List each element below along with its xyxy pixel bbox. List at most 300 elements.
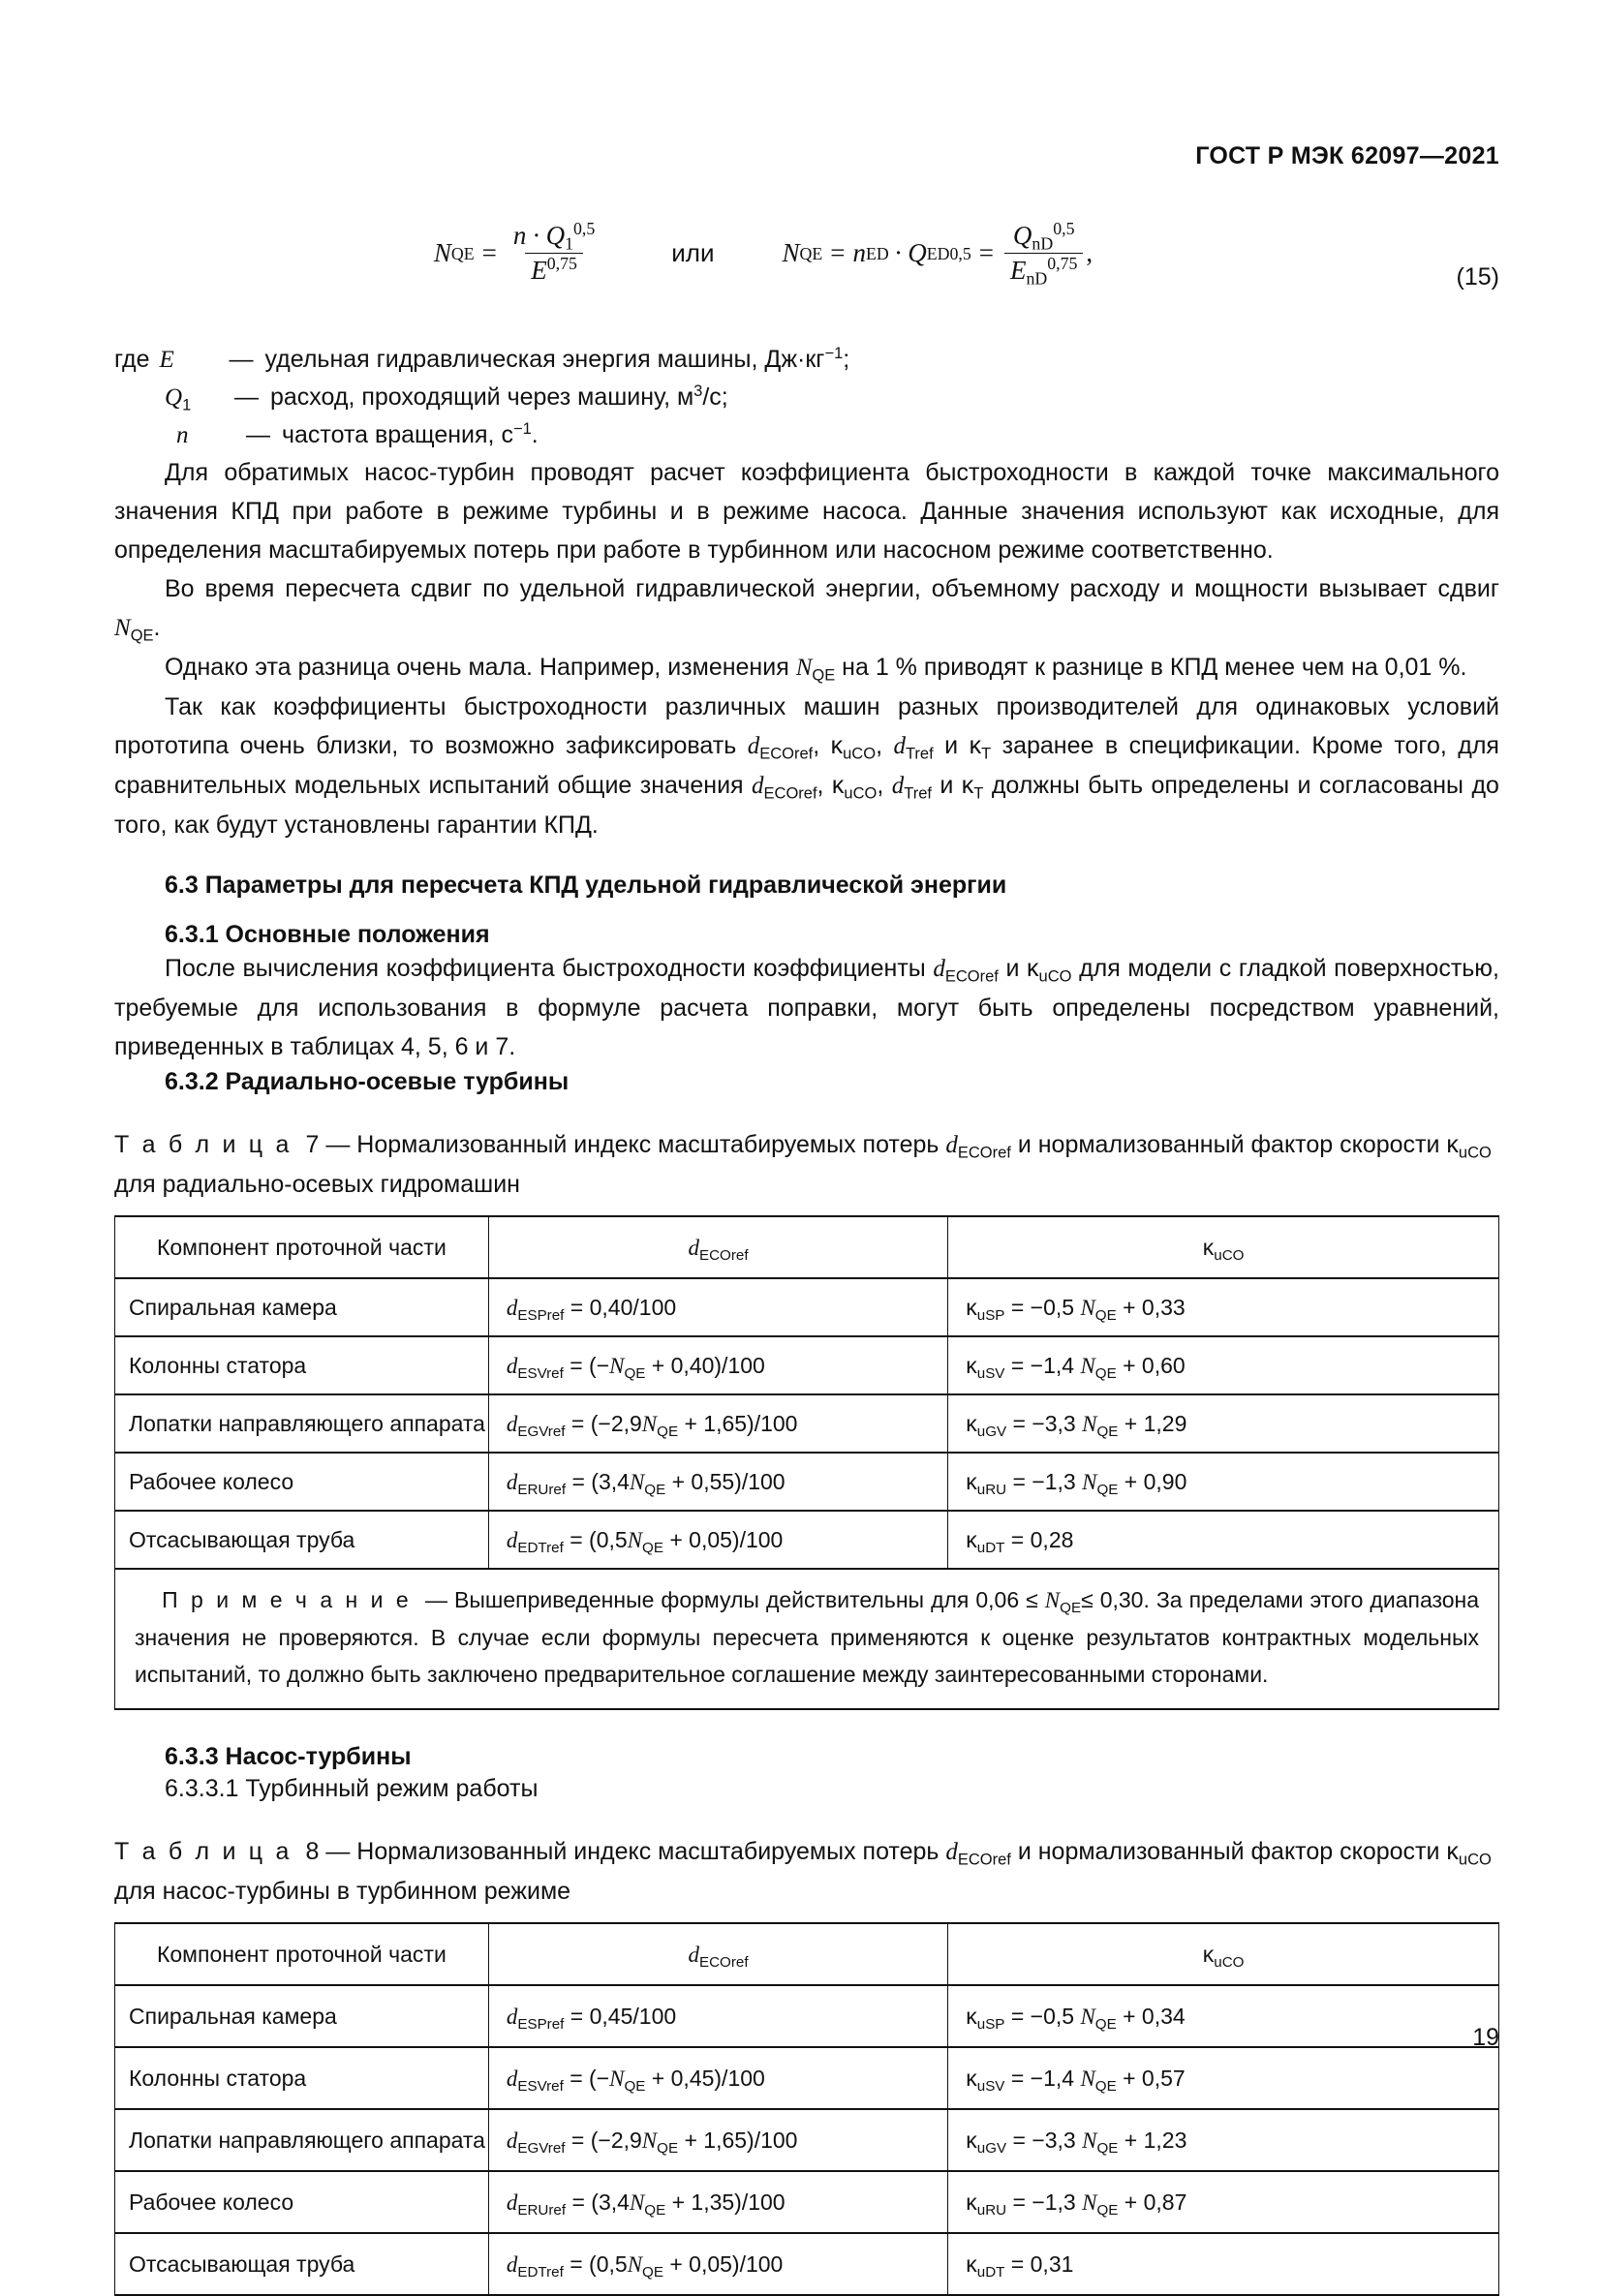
table-8-caption-label: Т а б л и ц а: [114, 1838, 293, 1865]
table-row: [115, 2109, 1499, 2171]
cell-expression-end: + 0,45)/100: [645, 2065, 765, 2091]
cell-symbol: κ: [966, 2065, 977, 2091]
denominator-left-text: E: [531, 256, 547, 285]
symbol-definitions: [114, 341, 1499, 454]
inline-symbol-sub: ECOref: [944, 967, 999, 986]
cell-symbol: d: [506, 2004, 518, 2029]
table-7-caption: [114, 1125, 1499, 1204]
inline-symbol: κ: [969, 732, 982, 759]
table-7-cell-component: Рабочее колесо: [115, 1453, 489, 1511]
inline-symbol: d: [891, 773, 905, 799]
definition-text-before: расход, проходящий через машину, м: [270, 383, 694, 411]
cell-expression: = 0,45/100: [564, 2003, 677, 2029]
section-heading-6-3: 6.3 Параметры для пересчета КПД удельной гидравлической энергии: [165, 872, 1007, 899]
table-7-caption-dash: —: [325, 1131, 351, 1158]
definition-row: [114, 341, 1499, 379]
cell-expression-end: + 0,33: [1116, 1294, 1186, 1320]
table-7-caption-label: Т а б л и ц а: [114, 1131, 293, 1158]
caption-symbol-sub: uCO: [1458, 1144, 1492, 1162]
section-heading-6-3-3: 6.3.3 Насос-турбины: [165, 1743, 412, 1770]
equation-number: (15): [1456, 263, 1499, 291]
cell-variable-sub: QE: [1094, 1364, 1117, 1382]
cell-variable-sub: QE: [624, 2077, 646, 2095]
header-symbol: d: [688, 1235, 699, 1260]
inline-symbol-sub: Tref: [904, 784, 932, 803]
cell-variable: N: [641, 1411, 658, 1436]
cell-symbol: d: [506, 1295, 518, 1320]
cell-variable-sub: QE: [642, 1539, 663, 1556]
paragraph-text-end: должны быть определены и согласованы до того, как будут установлены гарантии КПД.: [114, 772, 1499, 839]
cell-symbol-sub: uSV: [976, 2077, 1005, 2095]
cell-symbol: κ: [966, 2003, 977, 2029]
note-symbol-sub: QE: [1060, 1599, 1082, 1616]
cell-symbol: d: [506, 1527, 518, 1552]
table-7-caption-text: Нормализованный индекс масштабируемых потерь: [356, 1131, 946, 1158]
caption-symbol: d: [945, 1839, 958, 1865]
inline-symbol: d: [893, 733, 906, 759]
document-header: [114, 142, 1499, 170]
inline-symbol-sub: Tref: [905, 745, 934, 763]
cell-symbol: d: [506, 1353, 518, 1378]
cell-expression: = (0,5: [563, 1526, 628, 1552]
definition-text: [282, 416, 539, 454]
cell-variable-sub: QE: [1096, 1423, 1119, 1440]
cell-symbol: κ: [966, 1352, 977, 1378]
paragraph-text: После вычисления коэффициента быстроходности коэффициенты: [165, 955, 934, 982]
table-8-caption-number: 8: [305, 1838, 320, 1865]
definition-symbol-text: Q: [165, 384, 183, 411]
table-8-header-kuco: [948, 1923, 1499, 1985]
cell-variable: N: [609, 2066, 625, 2091]
paragraph-text: Так как коэффициенты быстроходности различных машин разных производителей для одинаковых условий прототипа очень близки, то возможно зафиксировать: [114, 693, 1499, 759]
inline-symbol-sub: QE: [812, 666, 836, 685]
cell-expression: = −0,5: [1004, 1294, 1081, 1320]
cell-variable-sub: QE: [1094, 2077, 1117, 2095]
cell-symbol-sub: uGV: [976, 1423, 1007, 1440]
header-symbol-sub: ECOref: [698, 1953, 749, 1971]
inline-symbol-sub: QE: [130, 627, 154, 645]
paragraph-text: и: [933, 732, 970, 759]
cell-symbol-sub: ESVref: [517, 1364, 564, 1382]
cell-symbol: κ: [966, 1526, 977, 1552]
table-8-cell-component: Спиральная камера: [115, 1985, 489, 2047]
note-label: П р и м е ч а н и е: [162, 1587, 412, 1612]
table-8-cell-component: Лопатки направляющего аппарата: [115, 2109, 489, 2171]
table-8-cell-component: Отсасывающая труба: [115, 2233, 489, 2295]
cell-symbol-sub: uSP: [976, 2015, 1005, 2033]
cell-expression: = (3,4: [566, 1468, 630, 1494]
inline-symbol: κ: [830, 732, 844, 759]
cell-variable: N: [1080, 1295, 1095, 1320]
paragraph-text: и: [931, 772, 962, 799]
table-8-cell-decoref: [488, 2171, 947, 2233]
cell-variable: N: [1080, 2066, 1095, 2091]
table-8-cell-decoref: [488, 2047, 947, 2109]
denominator-right-text: E: [1009, 256, 1027, 285]
paragraph-text-end: .: [153, 614, 161, 641]
cell-symbol: d: [506, 1469, 518, 1494]
table-8-cell-kuco: [948, 2171, 1499, 2233]
cell-expression-end: + 0,05)/100: [662, 2250, 784, 2277]
cell-symbol: d: [506, 2128, 518, 2153]
numerator-left-sup: 0,5: [572, 219, 596, 239]
table-8-cell-kuco: [948, 2233, 1499, 2295]
cell-symbol-sub: ESPref: [517, 2015, 565, 2033]
cell-variable-sub: QE: [657, 1423, 679, 1440]
denominator-left-sup: 0,75: [546, 254, 577, 274]
header-symbol: κ: [1202, 1234, 1215, 1260]
where-lead: где: [114, 346, 150, 373]
standard-title: ГОСТ Р МЭК 62097—2021: [1195, 142, 1499, 169]
inline-symbol: κ: [1027, 955, 1039, 982]
table-8-cell-kuco: [948, 1985, 1499, 2047]
numerator-right-sub: nD: [1032, 233, 1054, 254]
table-7-caption-text: и нормализованный фактор скорости: [1010, 1131, 1447, 1158]
cell-symbol: d: [506, 2251, 518, 2277]
inline-symbol: κ: [831, 772, 845, 799]
definition-symbol-text: E: [159, 347, 174, 373]
cell-symbol-sub: ESPref: [517, 1306, 565, 1324]
table-7-header-kuco: [948, 1216, 1499, 1278]
table-7-cell-kuco: [948, 1278, 1499, 1336]
definition-symbol: [114, 416, 246, 454]
cell-expression: = −0,5: [1004, 2003, 1081, 2029]
inline-symbol: N: [114, 615, 131, 641]
cell-variable: N: [1082, 1411, 1097, 1436]
table-7-cell-decoref: [488, 1511, 947, 1569]
formula-ned-symbol: n: [852, 238, 866, 267]
header-symbol-sub: ECOref: [698, 1246, 749, 1264]
caption-symbol-sub: ECOref: [957, 1851, 1011, 1869]
cell-expression: = −3,3: [1006, 2127, 1083, 2153]
cell-variable: N: [629, 1469, 645, 1494]
definition-symbol: [150, 341, 230, 379]
cell-expression: = (−2,9: [565, 1410, 642, 1436]
table-row: [115, 2047, 1499, 2109]
cell-expression: = −3,3: [1006, 1410, 1083, 1436]
cell-symbol: d: [506, 2066, 518, 2091]
table-7-cell-decoref: [488, 1453, 947, 1511]
table-row: [115, 1336, 1499, 1394]
cell-symbol-sub: uDT: [976, 1539, 1005, 1556]
table-8-header-decoref: [488, 1923, 947, 1985]
table-8-cell-kuco: [948, 2109, 1499, 2171]
cell-symbol-sub: uSP: [976, 1306, 1005, 1324]
cell-variable-sub: QE: [644, 1481, 666, 1498]
cell-variable-sub: QE: [657, 2139, 679, 2157]
cell-symbol-sub: uRU: [976, 2201, 1007, 2219]
main-text-area: [114, 453, 1499, 2296]
table-7-header-decoref: [488, 1216, 947, 1278]
caption-symbol-sub: ECOref: [957, 1144, 1011, 1162]
paragraph-shift: [114, 569, 1499, 648]
table-7-note-row: [115, 1569, 1499, 1709]
cell-variable: N: [627, 1527, 643, 1552]
table-7-cell-decoref: [488, 1336, 947, 1394]
formula-right-fraction: [1004, 219, 1083, 289]
paragraph-text-end: для модели с гладкой поверхностью, требуемые для использования в формуле расчета поправки, могут быть определены посредством уравнений, приведенных в таблицах 4, 5, 6 и 7.: [114, 955, 1500, 1060]
table-7-cell-decoref: [488, 1394, 947, 1453]
cell-variable: N: [1080, 2004, 1095, 2029]
note-symbol: N: [1044, 1588, 1061, 1612]
table-row: [115, 1511, 1499, 1569]
paragraph-text: и: [998, 955, 1028, 982]
cell-symbol: κ: [966, 1294, 977, 1320]
cell-variable-sub: QE: [624, 1364, 646, 1382]
formula-left-numerator: [508, 221, 601, 253]
table-7-cell-kuco: [948, 1394, 1499, 1453]
paragraph-difference: [114, 648, 1499, 688]
section-heading-6-3-2: 6.3.2 Радиально-осевые турбины: [165, 1068, 570, 1095]
table-8-cell-decoref: [488, 2233, 947, 2295]
numerator-right-sup: 0,5: [1053, 219, 1075, 239]
inline-symbol: d: [752, 773, 764, 799]
section-heading-6-3-3-1: 6.3.3.1 Турбинный режим работы: [165, 1775, 539, 1802]
inline-symbol: N: [795, 655, 813, 681]
cell-symbol-sub: ERUref: [517, 2201, 567, 2219]
inline-symbol-sub: uCO: [843, 745, 877, 763]
cell-symbol-sub: uSV: [976, 1364, 1005, 1382]
cell-variable: N: [1082, 2189, 1097, 2215]
paragraph-text-end: на 1 % приводят к разнице в КПД менее чем на 0,01 %.: [835, 654, 1467, 681]
cell-symbol-sub: EGVref: [517, 2139, 566, 2157]
table-8: [114, 1922, 1499, 2296]
note-text-end: ≤ 0,30. За пределами этого диапазона значения не проверяются. В случае если формулы пересчета применяются к оценке результатов контрактных модельных испытаний, то должно быть заключено предварительное соглашение между заинтересованными сторонами.: [135, 1587, 1480, 1687]
table-7-header-component: Компонент проточной части: [115, 1216, 489, 1278]
cell-expression-end: + 0,87: [1118, 2189, 1187, 2215]
definition-text-before: удельная гидравлическая энергия машины, Дж·кг: [264, 346, 825, 373]
header-symbol-sub: uCO: [1214, 1246, 1245, 1264]
table-7-caption-text-end: для радиально-осевых гидромашин: [114, 1171, 520, 1198]
table-8-caption-text: Нормализованный индекс масштабируемых потерь: [356, 1838, 946, 1865]
table-8-header-component: Компонент проточной части: [115, 1923, 489, 1985]
note-text: Вышеприведенные формулы действительны для 0,06 ≤: [454, 1587, 1045, 1612]
page-number: 19: [1472, 2024, 1499, 2051]
table-7-cell-component: Лопатки направляющего аппарата: [115, 1394, 489, 1453]
cell-expression-end: + 0,90: [1118, 1468, 1187, 1494]
table-7-cell-component: Спиральная камера: [115, 1278, 489, 1336]
table-7-cell-component: Колонны статора: [115, 1336, 489, 1394]
numerator-left-sub: 1: [565, 233, 573, 254]
cell-symbol: κ: [966, 1468, 977, 1494]
definition-text: [265, 341, 850, 379]
cell-variable-sub: QE: [1094, 2015, 1117, 2033]
cell-variable-sub: QE: [1094, 1306, 1117, 1324]
cell-expression: = 0,40/100: [564, 1294, 677, 1320]
table-row: [115, 1394, 1499, 1453]
paragraph-6-3-1-body: [114, 949, 1499, 1066]
cell-symbol-sub: uGV: [976, 2139, 1007, 2157]
definition-dash: —: [246, 421, 270, 448]
table-8-caption-text-end: для насос-турбины в турбинном режиме: [114, 1878, 571, 1905]
definition-sup: −1: [824, 344, 844, 362]
cell-symbol: κ: [966, 1410, 977, 1436]
table-8-cell-kuco: [948, 2047, 1499, 2109]
formula-block: [114, 221, 1499, 329]
table-7: [114, 1215, 1499, 1710]
definition-symbol: [114, 379, 234, 416]
table-8-caption: [114, 1832, 1499, 1911]
cell-expression-end: + 1,65)/100: [678, 2127, 798, 2153]
cell-expression: = (0,5: [563, 2250, 628, 2277]
inline-symbol-sub: T: [973, 784, 984, 803]
paragraph-pump-turbines: [114, 453, 1499, 569]
cell-variable: N: [629, 2189, 645, 2215]
cell-variable: N: [1080, 1353, 1095, 1378]
cell-variable-sub: QE: [1096, 2201, 1119, 2219]
table-7-note: [115, 1569, 1499, 1709]
denominator-right-sup: 0,75: [1047, 254, 1078, 274]
table-7-cell-kuco: [948, 1336, 1499, 1394]
table-row: [115, 1453, 1499, 1511]
table-8-cell-component: Колонны статора: [115, 2047, 489, 2109]
note-dash: —: [424, 1587, 447, 1612]
definition-text-after: ;: [843, 346, 850, 373]
formula-left-denominator: [525, 253, 583, 286]
formula-right-numerator: [1007, 221, 1081, 253]
cell-expression-end: + 0,60: [1116, 1352, 1186, 1378]
paragraph-text: ,: [877, 772, 892, 799]
cell-symbol-sub: uRU: [976, 1481, 1007, 1498]
cell-expression-end: + 1,29: [1118, 1410, 1187, 1436]
cell-expression: = (−: [563, 2065, 610, 2091]
cell-expression-end: + 0,34: [1116, 2003, 1186, 2029]
cell-variable-sub: QE: [1096, 2139, 1119, 2157]
formula-right: N QE = n ED · Q ED 0,5 = $\frac{Q_{nD}^{0,5}}{E_{nD}^{0,75}}$ ,: [782, 219, 1094, 289]
cell-variable: N: [1082, 2128, 1097, 2153]
definition-sup: −1: [512, 419, 532, 438]
definition-text: [270, 379, 728, 416]
caption-symbol: κ: [1446, 1838, 1459, 1865]
cell-expression-end: + 0,57: [1116, 2065, 1186, 2091]
cell-symbol-sub: EDTref: [517, 1539, 564, 1556]
table-8-cell-decoref: [488, 2109, 947, 2171]
table-7-caption-number: 7: [305, 1131, 320, 1158]
cell-variable: N: [1082, 1469, 1097, 1494]
cell-variable-sub: QE: [644, 2201, 666, 2219]
paragraph-text: ,: [813, 732, 831, 759]
inline-symbol-sub: T: [981, 745, 992, 763]
cell-expression: = (3,4: [566, 2189, 630, 2215]
caption-symbol: d: [945, 1132, 958, 1158]
cell-expression: = −1,3: [1006, 1468, 1083, 1494]
cell-expression-end: + 1,65)/100: [678, 1410, 798, 1436]
cell-variable: N: [609, 1353, 625, 1378]
cell-expression: = 0,31: [1004, 2250, 1074, 2277]
formula-expression: [114, 219, 1412, 289]
inline-symbol-sub: uCO: [844, 784, 878, 803]
paragraph-text: Однако эта разница очень мала. Например, изменения: [165, 654, 796, 681]
header-symbol-sub: uCO: [1214, 1953, 1245, 1971]
table-row: [115, 1278, 1499, 1336]
caption-symbol-sub: uCO: [1458, 1851, 1492, 1869]
cell-symbol-sub: uDT: [976, 2263, 1005, 2281]
formula-left: N QE = $\frac{n \cdot Q_1^{0,5}}{E^{0,75}}$: [434, 221, 603, 286]
formula-lhs-symbol: N: [433, 238, 451, 267]
table-8-cell-decoref: [488, 1985, 947, 2047]
cell-symbol-sub: EDTref: [517, 2263, 564, 2281]
cell-expression: = (−: [563, 1352, 610, 1378]
cell-symbol: d: [506, 1411, 518, 1436]
cell-expression-end: + 1,35)/100: [665, 2189, 786, 2215]
paragraph-speed-coefficients: [114, 688, 1499, 844]
numerator-left-text: n · Q: [512, 221, 566, 250]
definition-dash: —: [229, 346, 254, 373]
paragraph-text: ,: [816, 772, 832, 799]
definition-row: [114, 416, 1499, 454]
formula-conjunction: или: [671, 238, 715, 267]
definition-text-after: .: [531, 421, 539, 448]
cell-expression: = −1,3: [1006, 2189, 1083, 2215]
paragraph-text: ,: [876, 732, 894, 759]
cell-variable: N: [627, 2251, 643, 2277]
numerator-right-text: Q: [1012, 221, 1032, 250]
caption-symbol: κ: [1446, 1131, 1459, 1158]
formula-qed-symbol: · Q: [894, 238, 927, 267]
table-row: [115, 2233, 1499, 2295]
table-row: [115, 1985, 1499, 2047]
formula-right-denominator: [1004, 253, 1083, 289]
table-row: [115, 2171, 1499, 2233]
definition-symbol-sub: 1: [182, 396, 192, 414]
cell-variable: N: [641, 2128, 658, 2153]
paragraph-text: заранее в спецификации. Кроме того, для сравнительных модельных испытаний общие значения: [114, 732, 1499, 799]
cell-expression-end: + 0,40)/100: [645, 1352, 765, 1378]
inline-symbol-sub: ECOref: [763, 784, 817, 803]
inline-symbol: d: [933, 956, 945, 982]
cell-symbol: κ: [966, 2189, 977, 2215]
table-8-caption-text: и нормализованный фактор скорости: [1010, 1838, 1447, 1865]
formula-trailing-comma: ,: [1086, 238, 1094, 267]
definition-row: [114, 379, 1499, 416]
cell-variable-sub: QE: [1096, 1481, 1119, 1498]
inline-symbol-sub: uCO: [1038, 967, 1072, 986]
cell-expression-end: + 0,55)/100: [665, 1468, 786, 1494]
cell-symbol: κ: [966, 2250, 977, 2277]
formula-rhs-symbol: N: [782, 238, 800, 267]
inline-symbol: κ: [961, 772, 974, 799]
table-8-header-row: [115, 1923, 1499, 1985]
cell-symbol-sub: EGVref: [517, 1423, 566, 1440]
cell-expression: = 0,28: [1004, 1526, 1074, 1552]
table-7-cell-kuco: [948, 1511, 1499, 1569]
cell-variable-sub: QE: [642, 2263, 663, 2281]
cell-expression-end: + 1,23: [1118, 2127, 1187, 2153]
table-7-cell-component: Отсасывающая труба: [115, 1511, 489, 1569]
section-heading-6-3-1: 6.3.1 Основные положения: [165, 921, 490, 948]
formula-left-fraction: [508, 221, 601, 286]
definition-symbol-text: n: [176, 422, 189, 448]
definition-dash: —: [234, 383, 259, 411]
header-symbol: d: [688, 1942, 699, 1967]
cell-expression-end: + 0,05)/100: [662, 1526, 784, 1552]
table-8-cell-component: Рабочее колесо: [115, 2171, 489, 2233]
cell-symbol-sub: ESVref: [517, 2077, 564, 2095]
table-8-caption-dash: —: [325, 1838, 351, 1865]
denominator-right-sub: nD: [1026, 268, 1048, 289]
definition-text-before: частота вращения, с: [282, 421, 513, 448]
paragraph-text: Для обратимых насос-турбин проводят расчет коэффициента быстроходности в каждой точке максимального значения КПД при работе в режиме турбины и в режиме насоса. Данные значения используют как исходные, для определения масштабируемых потерь при работе в турбинном или насосном режиме соответственно.: [114, 459, 1499, 564]
inline-symbol: d: [747, 733, 760, 759]
cell-expression: = −1,4: [1004, 2065, 1081, 2091]
table-7-cell-kuco: [948, 1453, 1499, 1511]
inline-symbol-sub: ECOref: [759, 745, 814, 763]
cell-symbol: κ: [966, 2127, 977, 2153]
cell-expression: = −1,4: [1004, 1352, 1081, 1378]
header-symbol: κ: [1202, 1941, 1215, 1967]
definition-text-after: /с;: [702, 383, 728, 411]
table-7-cell-decoref: [488, 1278, 947, 1336]
